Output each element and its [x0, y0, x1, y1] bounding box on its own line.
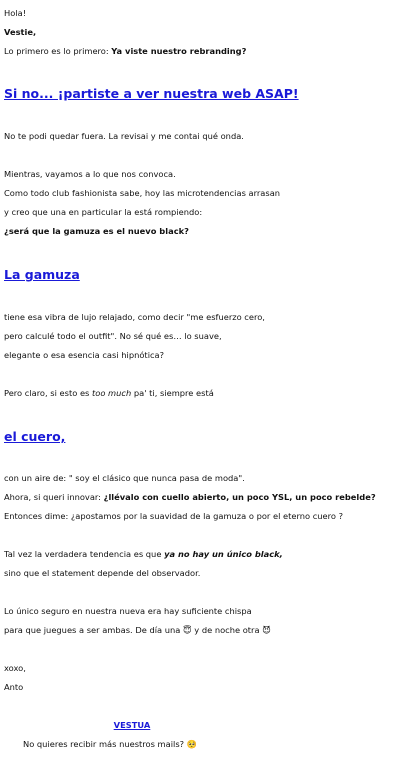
paragraph-6: tiene esa vibra de lujo relajado, como decir "me esfuerzo cero, — [4, 312, 265, 322]
paragraph-11 — [4, 492, 376, 503]
unsubscribe-line — [23, 739, 197, 750]
paragraph-2: Mientras, vayamos a lo que nos convoca. — [4, 169, 176, 179]
unsubscribe-text[interactable]: No quieres recibir más nuestros mails? — [23, 739, 187, 749]
cuero-heading-link[interactable]: el cuero, — [4, 429, 66, 444]
paragraph-9-emphasis: too much — [92, 388, 132, 398]
paragraph-16-mid: y de noche otra — [191, 625, 263, 635]
paragraph-10: con un aire de: " soy el clásico que nunca pasa de moda". — [4, 473, 245, 483]
paragraph-7: pero calculé todo el outfit". No sé qué es… lo suave, — [4, 331, 222, 341]
paragraph-8: elegante o esa esencia casi hipnótica? — [4, 350, 165, 360]
gamuza-heading-link[interactable]: La gamuza — [4, 267, 80, 282]
paragraph-1: No te podi quedar fuera. La revisai y me contai qué onda. — [4, 131, 244, 141]
greeting: Hola! — [4, 8, 27, 18]
paragraph-3: Como todo club fashionista sabe, hoy las microtendencias arrasan — [4, 188, 281, 198]
devil-emoji-icon: 😈 — [262, 625, 271, 635]
paragraph-5: ¿será que la gamuza es el nuevo black? — [4, 226, 189, 236]
paragraph-14: sino que el statement depende del observador. — [4, 568, 201, 578]
paragraph-9-start: Pero claro, si esto es — [4, 388, 93, 398]
intro-line — [4, 46, 246, 57]
paragraph-11-bold: ¿llévalo con cuello abierto, un poco YSL, un poco rebelde? — [103, 492, 376, 502]
pleading-emoji-icon: 🥺 — [186, 739, 198, 749]
paragraph-13 — [4, 549, 283, 560]
paragraph-16-start: para que juegues a ser ambas. De día una — [4, 625, 183, 635]
intro-text: Lo primero es lo primero: — [4, 46, 112, 56]
paragraph-12: Entonces dime: ¿apostamos por la suavidad de la gamuza o por el eterno cuero ? — [4, 511, 343, 521]
signoff: xoxo, — [4, 663, 26, 673]
paragraph-9 — [4, 388, 214, 399]
vestua-link[interactable]: VESTUA — [113, 720, 151, 730]
paragraph-15: Lo único seguro en nuestra nueva era hay suficiente chispa — [4, 606, 252, 616]
paragraph-16 — [4, 625, 271, 636]
salutation: Vestie, — [4, 27, 37, 37]
paragraph-13-bold-italic: ya no hay un único black, — [164, 549, 283, 559]
paragraph-4: y creo que una en particular la está rompiendo: — [4, 207, 203, 217]
paragraph-11-start: Ahora, si queri innovar: — [4, 492, 104, 502]
intro-question: Ya viste nuestro rebranding? — [111, 46, 247, 56]
signature: Anto — [4, 682, 24, 692]
paragraph-13-start: Tal vez la verdadera tendencia es que — [4, 549, 165, 559]
web-link-heading[interactable]: Si no... ¡partiste a ver nuestra web ASAP! — [4, 86, 299, 101]
paragraph-9-end: pa' ti, siempre está — [131, 388, 214, 398]
angel-emoji-icon: 😇 — [182, 625, 192, 635]
